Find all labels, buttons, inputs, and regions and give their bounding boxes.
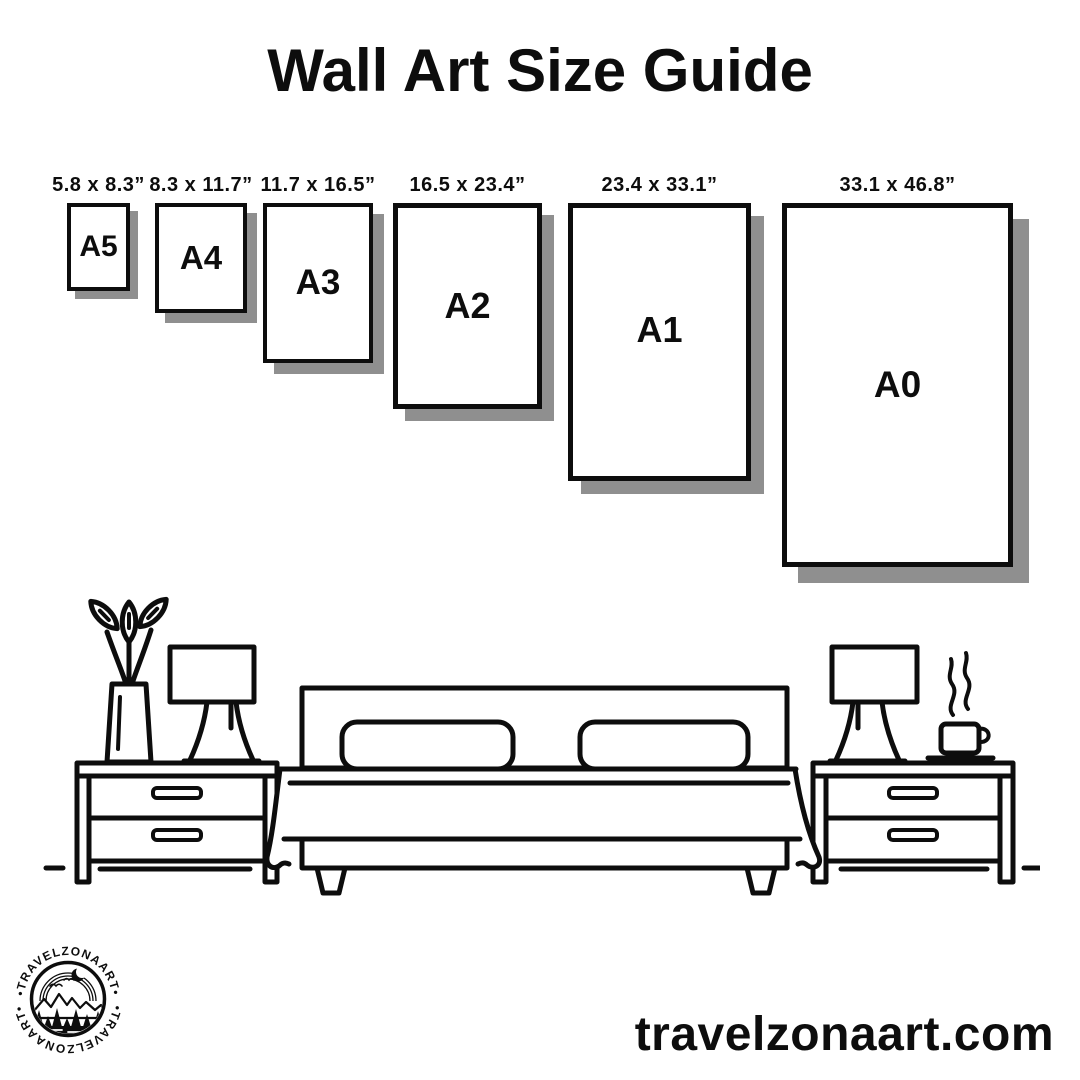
website-url: travelzonaart.com [634,1008,1054,1061]
poster-size-label: A1 [636,309,683,350]
poster-a4 [155,203,247,313]
dimension-label-a1: 23.4 x 33.1” [601,174,718,196]
poster-a0 [782,203,1013,567]
poster-a3 [263,203,373,363]
table-lamp-left-icon [170,647,259,761]
logo-arc-text-bottom: •TRAVELZONAART• [11,1004,125,1057]
double-bed-icon [267,688,820,893]
bedroom-illustration [40,585,1040,900]
logo-arc-text-top: •TRAVELZONAART• [13,943,123,997]
pillow-icon [342,722,513,769]
poster-a5 [67,203,130,291]
pillow-icon [580,722,748,769]
logo-sky-arcs-icon [40,973,96,1001]
poster-size-label: A0 [873,364,922,405]
nightstand-left-icon [77,763,277,882]
nightstand-right-icon [813,763,1013,882]
poster-size-label: A4 [179,239,223,276]
table-lamp-right-icon [830,647,917,761]
poster-size-label: A5 [79,230,118,263]
vase-plant-icon [86,595,171,762]
coffee-cup-icon [928,653,993,758]
page-title: Wall Art Size Guide [267,37,813,104]
dimension-label-a0: 33.1 x 46.8” [839,174,956,196]
dimension-label-a4: 8.3 x 11.7” [149,174,253,196]
poster-size-label: A3 [295,263,341,302]
brand-logo-badge [8,938,128,1058]
poster-a2 [393,203,542,409]
dimension-label-a2: 16.5 x 23.4” [409,174,526,196]
poster-a1 [568,203,751,481]
dimension-label-a5: 5.8 x 8.3” [52,174,145,196]
poster-size-label: A2 [444,285,491,326]
dimension-label-a3: 11.7 x 16.5” [260,174,376,196]
